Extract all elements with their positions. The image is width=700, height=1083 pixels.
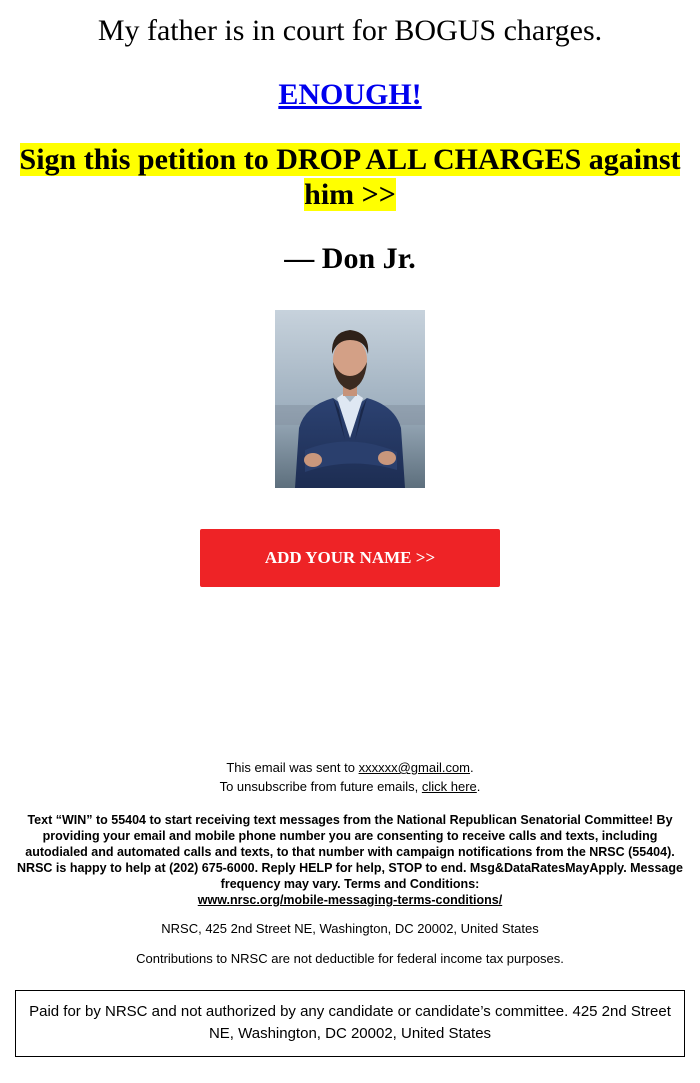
sms-body: Text “WIN” to 55404 to start receiving text messages from the National Republican Senatorial Committee! By providing your email and mobile phone number you are consenting to receive calls and texts, including autodialed and automated calls and texts, to that number with campaign notifications from the NRSC (55404). NRSC is happy to help at (202) 675-6000. Reply HELP for help, STOP to end. Msg&DataRatesMayApply. Message frequency may vary. Terms and Conditions: xyxy=(17,813,683,891)
portrait-photo[interactable] xyxy=(275,310,425,488)
sent-prefix: This email was sent to xyxy=(226,760,359,775)
button-container xyxy=(15,488,685,587)
sent-to-line xyxy=(15,758,685,777)
sent-suffix: . xyxy=(470,760,474,775)
enough-link[interactable]: ENOUGH! xyxy=(278,78,422,111)
unsubscribe-prefix: To unsubscribe from future emails, xyxy=(219,779,422,794)
recipient-email-link[interactable]: xxxxxx@gmail.com xyxy=(358,760,471,775)
sms-terms-link[interactable]: www.nrsc.org/mobile-messaging-terms-conditions/ xyxy=(197,893,503,907)
unsubscribe-link[interactable]: click here xyxy=(421,779,477,794)
intro-text: My father is in court for BOGUS charges. xyxy=(97,14,603,47)
footer xyxy=(0,758,700,968)
tax-notice: Contributions to NRSC are not deductible for federal income tax purposes. xyxy=(136,951,564,966)
paid-for-disclaimer: Paid for by NRSC and not authorized by any candidate or candidate’s committee. 425 2nd Street NE, Washington, DC 20002, United States xyxy=(15,990,685,1057)
unsubscribe-suffix: . xyxy=(476,779,481,794)
sms-terms-text xyxy=(15,796,685,908)
petition-link[interactable]: Sign this petition to DROP ALL CHARGES against him >> xyxy=(19,143,681,211)
photo-container xyxy=(15,276,685,488)
add-your-name-button[interactable]: ADD YOUR NAME >> xyxy=(200,529,500,587)
petition-headline xyxy=(15,112,685,212)
org-address: NRSC, 425 2nd Street NE, Washington, DC 20002, United States xyxy=(161,921,539,936)
signature: — Don Jr. xyxy=(284,242,416,275)
enough-heading xyxy=(15,48,685,112)
unsubscribe-line xyxy=(15,777,685,796)
